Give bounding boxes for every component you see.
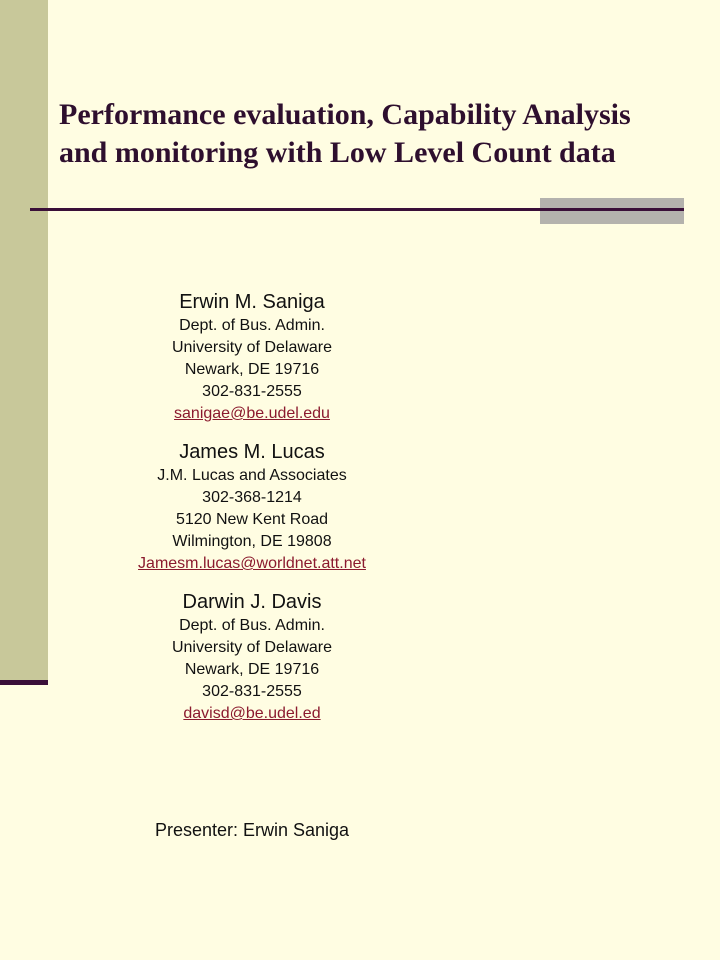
sidebar-accent-bar	[0, 680, 48, 685]
author-address: Newark, DE 19716	[184, 661, 320, 678]
author-department: Dept. of Bus. Admin.	[179, 617, 325, 634]
title-line-1: Performance evaluation, Capability Analysis	[59, 98, 631, 131]
decorative-gray-block	[540, 198, 684, 224]
author-phone: 302-831-2555	[202, 383, 302, 400]
author-email-link[interactable]: sanigae@be.udel.edu	[174, 405, 330, 422]
author-email-link[interactable]: davisd@be.udel.ed	[183, 705, 321, 722]
author-block-lucas	[52, 439, 452, 575]
presenter-note: Presenter: Erwin Saniga	[154, 820, 350, 840]
author-institution: University of Delaware	[171, 639, 333, 656]
author-company: J.M. Lucas and Associates	[157, 467, 347, 484]
author-phone: 302-368-1214	[202, 489, 302, 506]
author-department: Dept. of Bus. Admin.	[179, 317, 325, 334]
author-institution: University of Delaware	[171, 339, 333, 356]
author-name: Erwin M. Saniga	[179, 291, 325, 313]
left-sidebar-band	[0, 0, 48, 680]
author-block-davis	[52, 589, 452, 725]
title-divider-rule	[30, 208, 684, 211]
author-email-link[interactable]: Jamesm.lucas@worldnet.att.net	[138, 555, 366, 572]
slide-title	[59, 96, 709, 172]
author-street: 5120 New Kent Road	[175, 511, 329, 528]
author-block-saniga	[52, 289, 452, 425]
title-line-2: and monitoring with Low Level Count data	[59, 136, 616, 169]
author-address: Newark, DE 19716	[184, 361, 320, 378]
author-city: Wilmington, DE 19808	[172, 533, 332, 550]
author-phone: 302-831-2555	[202, 683, 302, 700]
author-name: James M. Lucas	[179, 441, 325, 463]
author-list	[52, 289, 452, 739]
author-name: Darwin J. Davis	[182, 591, 322, 613]
